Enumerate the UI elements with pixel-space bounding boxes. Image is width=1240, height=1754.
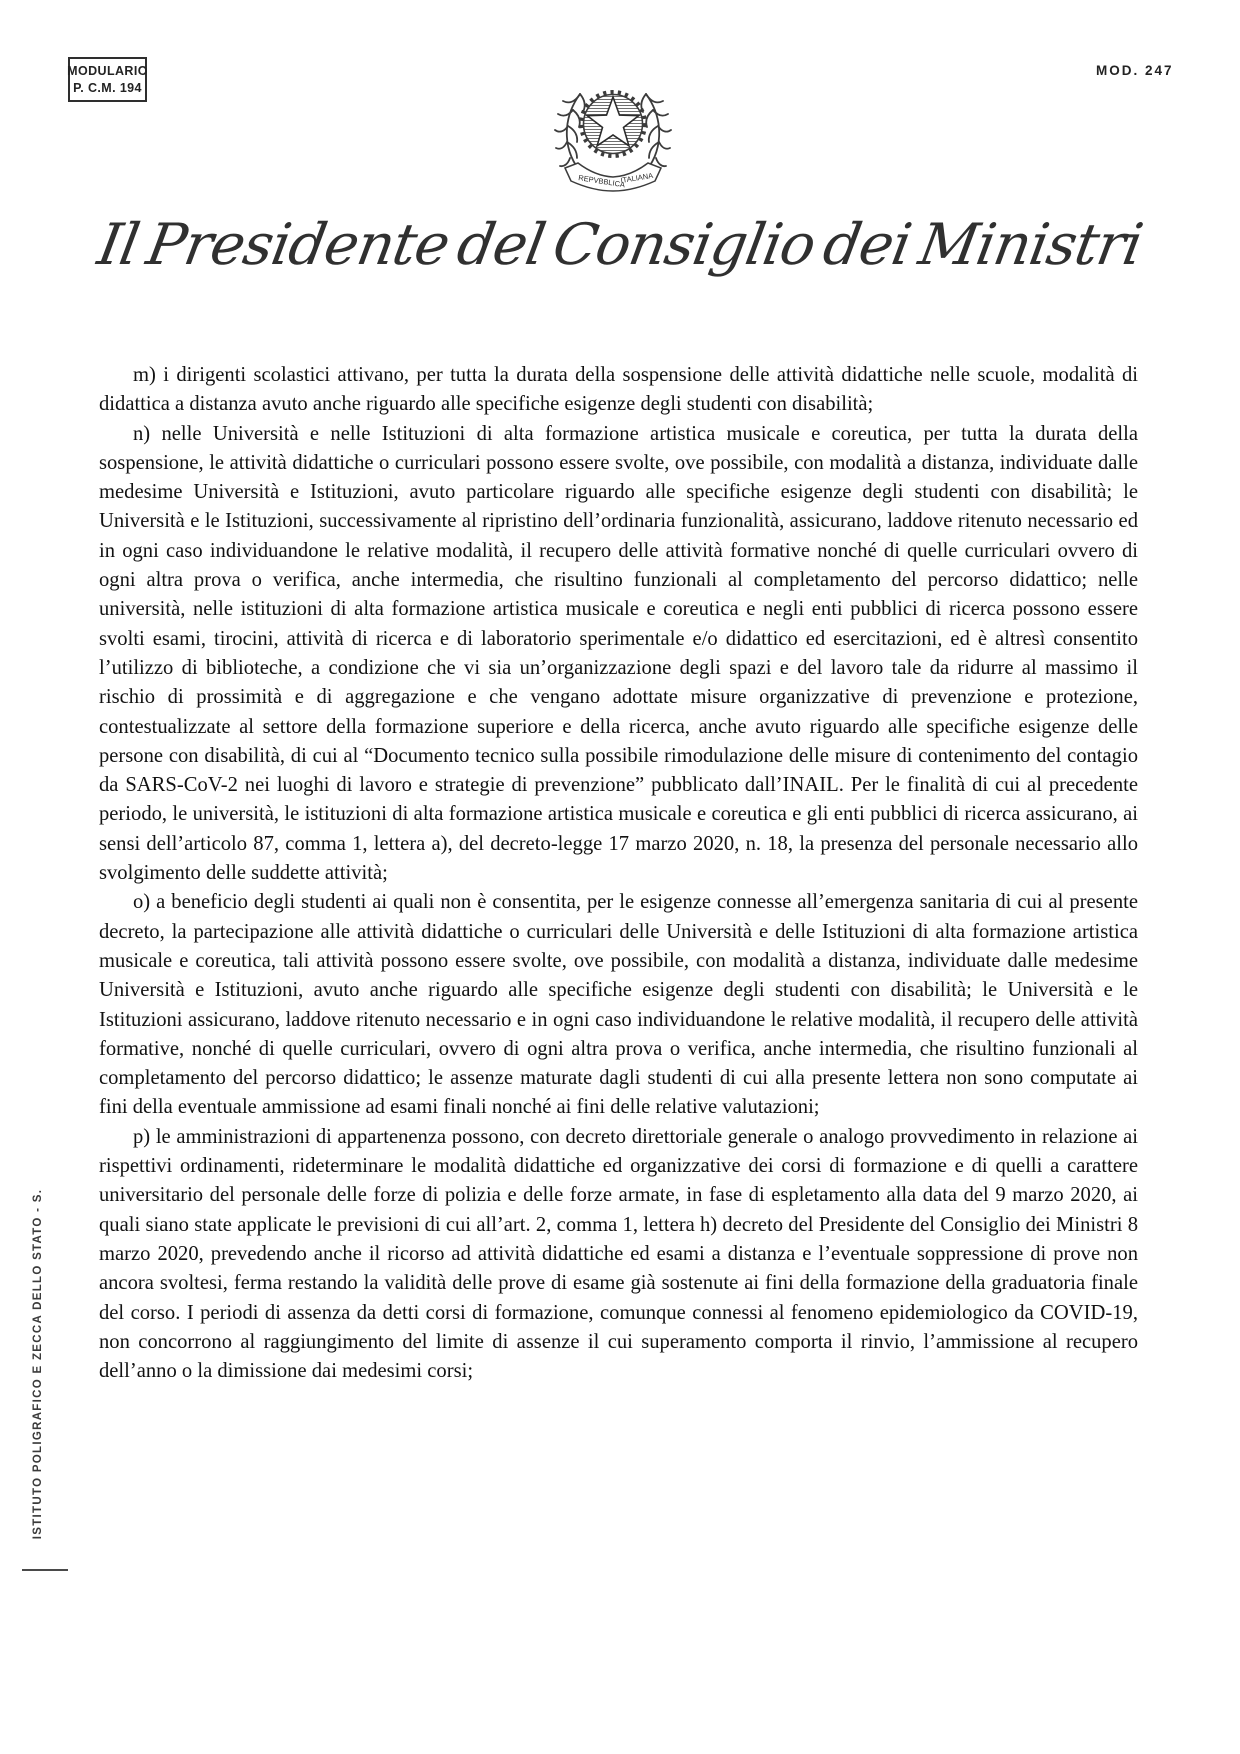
emblem-banner-right-text: ITALIANA — [619, 170, 654, 185]
modulario-line1: MODULARIO — [67, 63, 148, 78]
modulario-line2: P. C.M. 194 — [73, 80, 142, 95]
letterhead-script-title: Il Presidente del Consiglio dei Ministri — [93, 212, 1147, 278]
left-margin-rule — [22, 1569, 68, 1571]
printer-imprint-vertical-text: ISTITUTO POLIGRAFICO E ZECCA DELLO STATO - S. — [32, 1188, 44, 1540]
decree-body — [99, 361, 1138, 1386]
paragraph-p: p) le amministrazioni di appartenenza possono, con decreto direttoriale generale o analogo provvedimento in relazione ai rispettivi ordinamenti, rideterminare le modalità didattiche ed organizzative dei corsi di formazione e di quelli a carattere universitario del personale delle forze di polizia e delle forze armate, in fase di espletamento alla data del 9 marzo 2020, ai quali siano state applicate le previsioni di cui all’art. 2, comma 1, lettera h) decreto del Presidente del Consiglio dei Ministri 8 marzo 2020, prevedendo anche il ricorso ad attività didattiche ed esami a distanza e l’eventuale soppressione di prove non ancora svoltesi, ferma restando la validità delle prove di esame già sostenute ai fini della formazione della graduatoria finale del corso. I periodi di assenza da detti corsi di formazione, comunque connessi al fenomeno epidemiologico da COVID-19, non concorrono al raggiungimento del limite di assenze il cui superamento comporta il rinvio, l’ammissione al recupero dell’anno o la dimissione dai medesimi corsi; — [99, 1125, 1138, 1383]
italian-republic-emblem-icon — [553, 74, 673, 198]
paragraph-m: m) i dirigenti scolastici attivano, per tutta la durata della sospensione delle attività didattiche nelle scuole, modalità di didattica a distanza avuto anche riguardo alle specifiche esigenze degli studenti con disabilità; — [99, 364, 1138, 416]
mod-number-label: MOD. 247 — [1096, 63, 1174, 78]
emblem-banner-left-text: REPVBBLICA — [577, 173, 626, 190]
paragraph-o: o) a beneficio degli studenti ai quali non è consentita, per le esigenze connesse all’emergenza sanitaria di cui al presente decreto, la partecipazione alle attività didattiche o curriculari delle Università e delle Istituzioni di alta formazione artistica musicale e coreutica, tali attività possono essere svolte, ove possibile, con modalità a distanza, individuate dalle medesime Università e Istituzioni, avuto anche riguardo alle specifiche esigenze degli studenti con disabilità; le Università e le Istituzioni assicurano, laddove ritenuto necessario e in ogni caso individuandone le relative modalità, il recupero delle attività formative, nonché di quelle curriculari, ovvero di ogni altra prova o verifica, anche intermedia, che risultino funzionali al completamento del percorso didattico; le assenze maturate dagli studenti di cui alla presente lettera non sono computate ai fini della eventuale ammissione ad esami finali nonché ai fini delle relative valutazioni; — [99, 891, 1138, 1119]
paragraph-n: n) nelle Università e nelle Istituzioni di alta formazione artistica musicale e coreutica, per tutta la durata della sospensione, le attività didattiche o curriculari possono essere svolte, ove possibile, con modalità a distanza, individuate dalle medesime Università e Istituzioni, avuto particolare riguardo alle specifiche esigenze degli studenti con disabilità; le Università e le Istituzioni, successivamente al ripristino dell’ordinaria funzionalità, assicurano, laddove ritenuto necessario ed in ogni caso individuandone le relative modalità, il recupero delle attività formative nonché di quelle curriculari ovvero di ogni altra prova o verifica, anche intermedia, che risultino funzionali al completamento del percorso didattico; nelle università, nelle istituzioni di alta formazione artistica musicale e coreutica e negli enti pubblici di ricerca possono essere svolti esami, tirocini, attività di ricerca e di laboratorio sperimentale e/o didattico ed esercitazioni, ed è altresì consentito l’utilizzo di biblioteche, a condizione che vi sia un’organizzazione degli spazi e del lavoro tale da ridurre al massimo il rischio di prossimità e di aggregazione e che vengano adottate misure organizzative di prevenzione e protezione, contestualizzate al settore della formazione superiore e della ricerca, anche avuto riguardo alle specifiche esigenze delle persone con disabilità, di cui al “Documento tecnico sulla possibile rimodulazione delle misure di contenimento del contagio da SARS-CoV-2 nei luoghi di lavoro e strategie di prevenzione” pubblicato dall’INAIL. Per le finalità di cui al precedente periodo, le università, le istituzioni di alta formazione artistica musicale e coreutica e gli enti pubblici di ricerca assicurano, ai sensi dell’articolo 87, comma 1, lettera a), del decreto-legge 17 marzo 2020, n. 18, la presenza del personale necessario allo svolgimento delle suddette attività; — [99, 422, 1138, 885]
modulario-box — [68, 57, 147, 102]
